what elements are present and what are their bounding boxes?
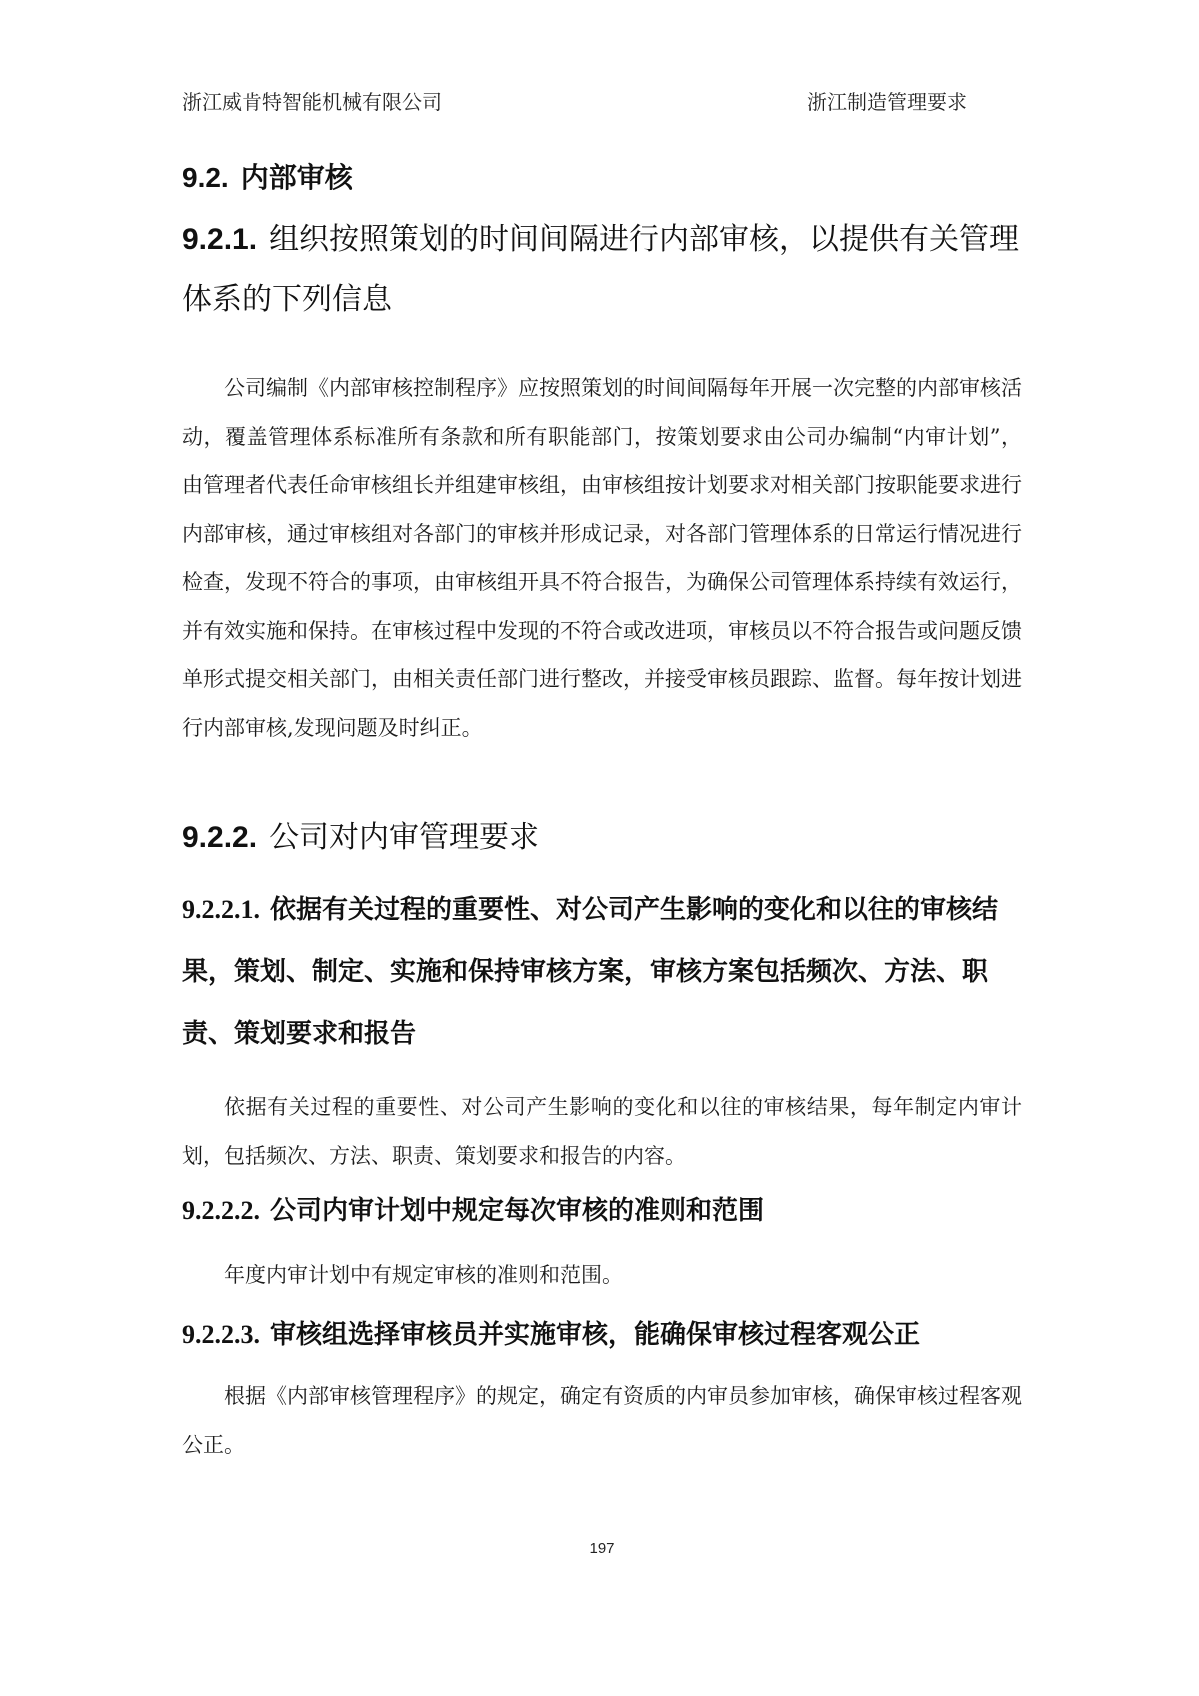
section-number: 9.2.2.3. bbox=[182, 1320, 260, 1349]
section-title: 公司对内审管理要求 bbox=[269, 820, 540, 855]
section-number: 9.2. bbox=[182, 162, 229, 193]
paragraph-9-2-1: 公司编制《内部审核控制程序》应按照策划的时间间隔每年开展一次完整的内部审核活动，覆盖管理体系标准所有条款和所有职能部门，按策划要求由公司办编制“内审计划”，由管理者代表任命审核组长并组建审核组，由审核组按计划要求对相关部门按职能要求进行内部审核，通过审核组对各部门的审核并形成记录，对各部门管理体系的日常运行情况进行检查，发现不符合的事项，由审核组开具不符合报告，为确保公司管理体系持续有效运行，并有效实施和保持。在审核过程中发现的不符合或改进项，审核员以不符合报告或问题反馈单形式提交相关部门，由相关责任部门进行整改，并接受审核员跟踪、监督。每年按计划进行内部审核,发现问题及时纠正。 bbox=[182, 376, 1022, 740]
section-heading-9-2-1 bbox=[182, 210, 1022, 330]
paragraph-9-2-2-1: 依据有关过程的重要性、对公司产生影响的变化和以往的审核结果，每年制定内审计划，包括频次、方法、职责、策划要求和报告的内容。 bbox=[182, 1095, 1022, 1168]
section-number: 9.2.1. bbox=[182, 223, 258, 256]
section-heading-9-2-2-3 bbox=[182, 1304, 1022, 1366]
section-title: 依据有关过程的重要性、对公司产生影响的变化和以往的审核结果，策划、制定、实施和保持审核方案，审核方案包括频次、方法、职责、策划要求和报告 bbox=[182, 895, 999, 1049]
section-number: 9.2.2.2. bbox=[182, 1196, 260, 1225]
section-title: 公司内审计划中规定每次审核的准则和范围 bbox=[270, 1196, 765, 1226]
page-number: 197 bbox=[589, 1540, 615, 1557]
section-heading-9-2-2-1 bbox=[182, 879, 1022, 1065]
section-heading-9-2-2-2 bbox=[182, 1180, 1022, 1242]
section-heading-9-2 bbox=[182, 160, 353, 196]
header-document-title: 浙江制造管理要求 bbox=[807, 90, 967, 114]
section-heading-9-2-2 bbox=[182, 808, 1022, 868]
paragraph-9-2-2-2: 年度内审计划中有规定审核的准则和范围。 bbox=[224, 1263, 623, 1287]
header-company-name: 浙江威肯特智能机械有限公司 bbox=[182, 90, 442, 114]
section-number: 9.2.2.1. bbox=[182, 895, 260, 924]
section-title: 审核组选择审核员并实施审核，能确保审核过程客观公正 bbox=[270, 1320, 921, 1350]
page-header bbox=[182, 86, 1022, 116]
section-title: 组织按照策划的时间间隔进行内部审核，以提供有关管理体系的下列信息 bbox=[182, 222, 1020, 317]
section-title: 内部审核 bbox=[240, 161, 353, 194]
paragraph-9-2-2-3: 根据《内部审核管理程序》的规定，确定有资质的内审员参加审核，确保审核过程客观公正。 bbox=[182, 1384, 1022, 1457]
document-page bbox=[182, 0, 1022, 1696]
section-number: 9.2.2. bbox=[182, 821, 258, 854]
